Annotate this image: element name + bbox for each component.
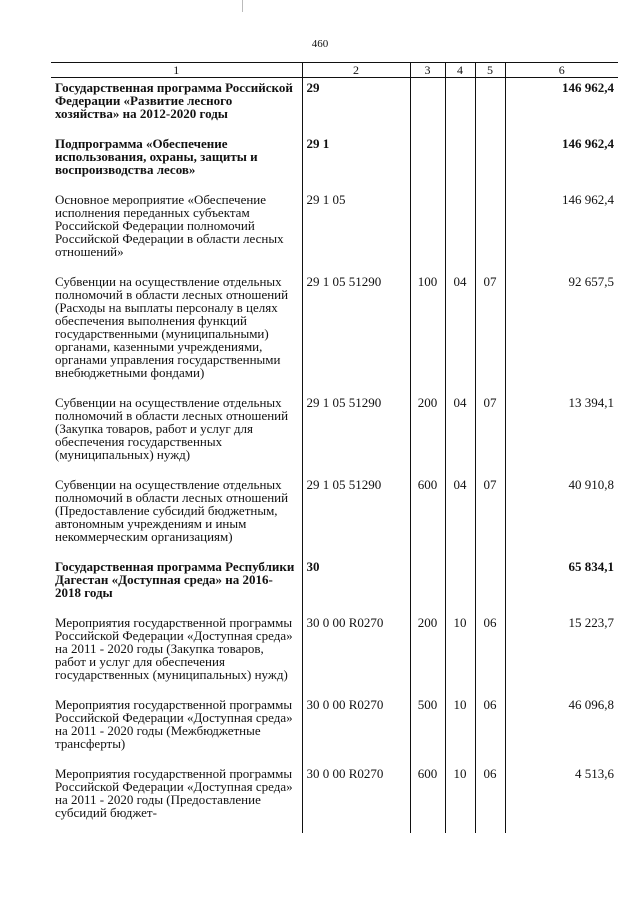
table-header-row (51, 63, 618, 78)
row-code: 30 0 00 R0270 (302, 764, 410, 833)
row-name: Государственная программа Российской Федерации «Развитие лесного хозяйства» на 2012-2020 годы (55, 80, 293, 121)
column-header-code: 2 (302, 63, 410, 78)
table-row (51, 764, 618, 833)
row-rz (445, 134, 475, 190)
table-row (51, 190, 618, 272)
table-row (51, 695, 618, 764)
row-vr: 200 (410, 613, 445, 695)
column-header-rz: 4 (445, 63, 475, 78)
row-sum: 65 834,1 (505, 557, 618, 613)
row-code: 29 1 05 51290 (302, 475, 410, 557)
row-pr (475, 190, 505, 272)
row-sum: 92 657,5 (505, 272, 618, 393)
row-vr (410, 557, 445, 613)
row-code: 29 1 05 51290 (302, 393, 410, 475)
row-pr (475, 78, 505, 135)
row-rz: 04 (445, 272, 475, 393)
row-name: Субвенции на осуществление отдельных полномочий в области лесных отношений (Предоставление субсидий бюджетным, автономным учреждениям и иным некоммерческим организациям) (55, 477, 289, 544)
column-header-vr: 3 (410, 63, 445, 78)
column-header-pr: 5 (475, 63, 505, 78)
row-pr (475, 134, 505, 190)
row-vr: 200 (410, 393, 445, 475)
row-sum: 146 962,4 (505, 190, 618, 272)
row-vr: 600 (410, 475, 445, 557)
row-name: Мероприятия государственной программы Российской Федерации «Доступная среда» на 2011 - 2020 годы (Предоставление субсидий бюджет- (55, 766, 293, 820)
row-vr (410, 78, 445, 135)
page-number: 460 (311, 38, 329, 50)
row-sum: 40 910,8 (505, 475, 618, 557)
row-rz (445, 78, 475, 135)
budget-table (51, 62, 618, 833)
row-rz (445, 190, 475, 272)
row-pr: 07 (475, 272, 505, 393)
row-name: Государственная программа Республики Дагестан «Доступная среда» на 2016-2018 годы (55, 559, 295, 600)
table-row (51, 557, 618, 613)
row-vr: 500 (410, 695, 445, 764)
row-vr (410, 190, 445, 272)
row-name: Основное мероприятие «Обеспечение исполнения переданных субъектам Российской Федерации полномочий Российской Федерации в области лесных отношений» (55, 192, 284, 259)
row-rz (445, 557, 475, 613)
row-sum: 146 962,4 (505, 134, 618, 190)
scan-mark-top (242, 0, 243, 12)
row-code: 30 0 00 R0270 (302, 613, 410, 695)
row-rz: 10 (445, 764, 475, 833)
row-name: Субвенции на осуществление отдельных полномочий в области лесных отношений (Закупка товаров, работ и услуг для обеспечения государственных (муниципальных) нужд) (55, 395, 289, 462)
row-rz: 04 (445, 393, 475, 475)
row-vr (410, 134, 445, 190)
row-rz: 10 (445, 695, 475, 764)
row-name: Подпрограмма «Обеспечение использования, охраны, защиты и воспроизводства лесов» (55, 136, 258, 177)
row-code: 30 0 00 R0270 (302, 695, 410, 764)
row-pr: 07 (475, 475, 505, 557)
row-sum: 4 513,6 (505, 764, 618, 833)
row-rz: 04 (445, 475, 475, 557)
table-row (51, 78, 618, 135)
row-code: 29 1 05 (302, 190, 410, 272)
table-row (51, 393, 618, 475)
row-pr: 06 (475, 613, 505, 695)
row-sum: 13 394,1 (505, 393, 618, 475)
row-code: 30 (302, 557, 410, 613)
column-header-name: 1 (51, 63, 302, 78)
row-code: 29 1 (302, 134, 410, 190)
row-rz: 10 (445, 613, 475, 695)
table-row (51, 475, 618, 557)
row-pr (475, 557, 505, 613)
row-vr: 600 (410, 764, 445, 833)
row-pr: 06 (475, 695, 505, 764)
row-pr: 07 (475, 393, 505, 475)
table-row (51, 272, 618, 393)
row-sum: 15 223,7 (505, 613, 618, 695)
row-code: 29 (302, 78, 410, 135)
row-pr: 06 (475, 764, 505, 833)
table-row (51, 613, 618, 695)
row-code: 29 1 05 51290 (302, 272, 410, 393)
row-sum: 146 962,4 (505, 78, 618, 135)
column-header-sum: 6 (505, 63, 618, 78)
row-name: Мероприятия государственной программы Российской Федерации «Доступная среда» на 2011 - 2020 годы (Закупка товаров, работ и услуг для обеспечения государственных (муниципальных) нужд) (55, 615, 293, 682)
row-name: Субвенции на осуществление отдельных полномочий в области лесных отношений (Расходы на выплаты персоналу в целях обеспечения выполнения функций государственными (муниципальными) органами, казенными учреждениями, органами управления государственными внебюджетными фондами) (55, 274, 289, 380)
row-sum: 46 096,8 (505, 695, 618, 764)
table-row (51, 134, 618, 190)
row-name: Мероприятия государственной программы Российской Федерации «Доступная среда» на 2011 - 2020 годы (Межбюджетные трансферты) (55, 697, 293, 751)
row-vr: 100 (410, 272, 445, 393)
